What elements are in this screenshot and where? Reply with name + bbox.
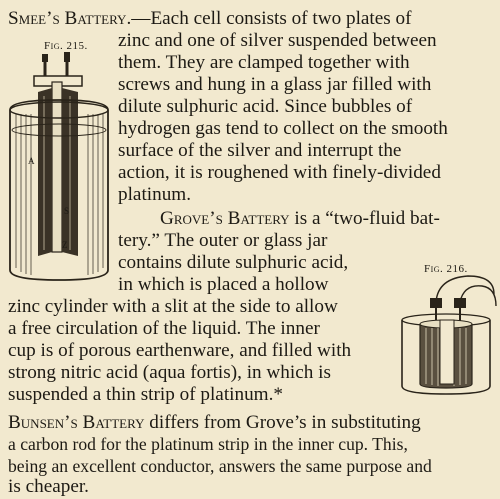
fig-215-label-z: Z: [62, 240, 68, 250]
grove-text-line: zinc cylinder with a slit at the side to allow: [8, 296, 338, 317]
grove-text-line: tery.” The outer or glass jar: [118, 230, 328, 251]
fig-216-caption: Fig. 216.: [424, 263, 468, 275]
bunsen-paragraph-line-1: [8, 412, 421, 433]
grove-text-line: a free circulation of the liquid. The inner: [8, 318, 320, 339]
terminal-screw-right: [64, 52, 70, 62]
clamp-left: [430, 298, 442, 308]
smee-text-line: screws and hung in a glass jar filled with: [118, 74, 432, 95]
grove-text-line: strong nitric acid (aqua fortis), in which is: [8, 362, 331, 383]
grove-text-line: contains dilute sulphuric acid,: [118, 252, 349, 273]
fig-215-label-a: A: [28, 156, 35, 166]
terminal-screw-left: [42, 54, 48, 62]
grove-text-line: suspended a thin strip of platinum.*: [8, 384, 283, 405]
bunsen-text-line: being an excellent conductor, answers the same purpose and: [8, 456, 432, 476]
smee-text-line: them. They are clamped together with: [118, 52, 410, 73]
smee-text-line: hydrogen gas tend to collect on the smooth: [118, 118, 448, 139]
smee-text-line: platinum.: [118, 184, 192, 205]
smee-text-line: dilute sulphuric acid. Since bubbles of: [118, 96, 413, 117]
bunsen-text-line: differs from Grove’s in substituting: [144, 412, 421, 433]
smee-text-line: .—Each cell consists of two plates of: [126, 8, 412, 29]
grove-text-line: is a “two-fluid bat-: [289, 208, 440, 229]
smee-paragraph-line-1: [8, 8, 412, 29]
fig-216-grove-cell-illustration: [398, 272, 498, 396]
smee-text-line: action, it is roughened with finely-divided: [118, 162, 441, 183]
smee-text-line: zinc and one of silver suspended between: [118, 30, 437, 51]
zinc-plate-left: [38, 88, 52, 256]
fig-215-smee-cell-illustration: [4, 52, 114, 284]
clamp-right: [454, 298, 466, 308]
smee-cell-drawing: [4, 52, 114, 284]
grove-text-line: cup is of porous earthenware, and filled with: [8, 340, 352, 361]
bunsen-heading: Bunsen’s Battery: [8, 412, 145, 433]
porous-cup: [440, 320, 454, 384]
grove-heading: Grove’s Battery: [160, 208, 290, 229]
fig-215-caption: Fig. 215.: [44, 40, 88, 52]
bunsen-text-line: is cheaper.: [8, 476, 89, 497]
silver-plate: [52, 82, 62, 252]
fig-215-label-s: S: [64, 206, 70, 216]
grove-text-line: in which is placed a hollow: [118, 274, 329, 295]
grove-cell-drawing: [398, 272, 498, 396]
grove-paragraph-line-1: [160, 208, 440, 229]
smee-heading: Smee’s Battery: [8, 8, 127, 29]
bunsen-text-line: a carbon rod for the platinum strip in the inner cup. This,: [8, 434, 408, 454]
smee-text-line: surface of the silver and interrupt the: [118, 140, 402, 161]
